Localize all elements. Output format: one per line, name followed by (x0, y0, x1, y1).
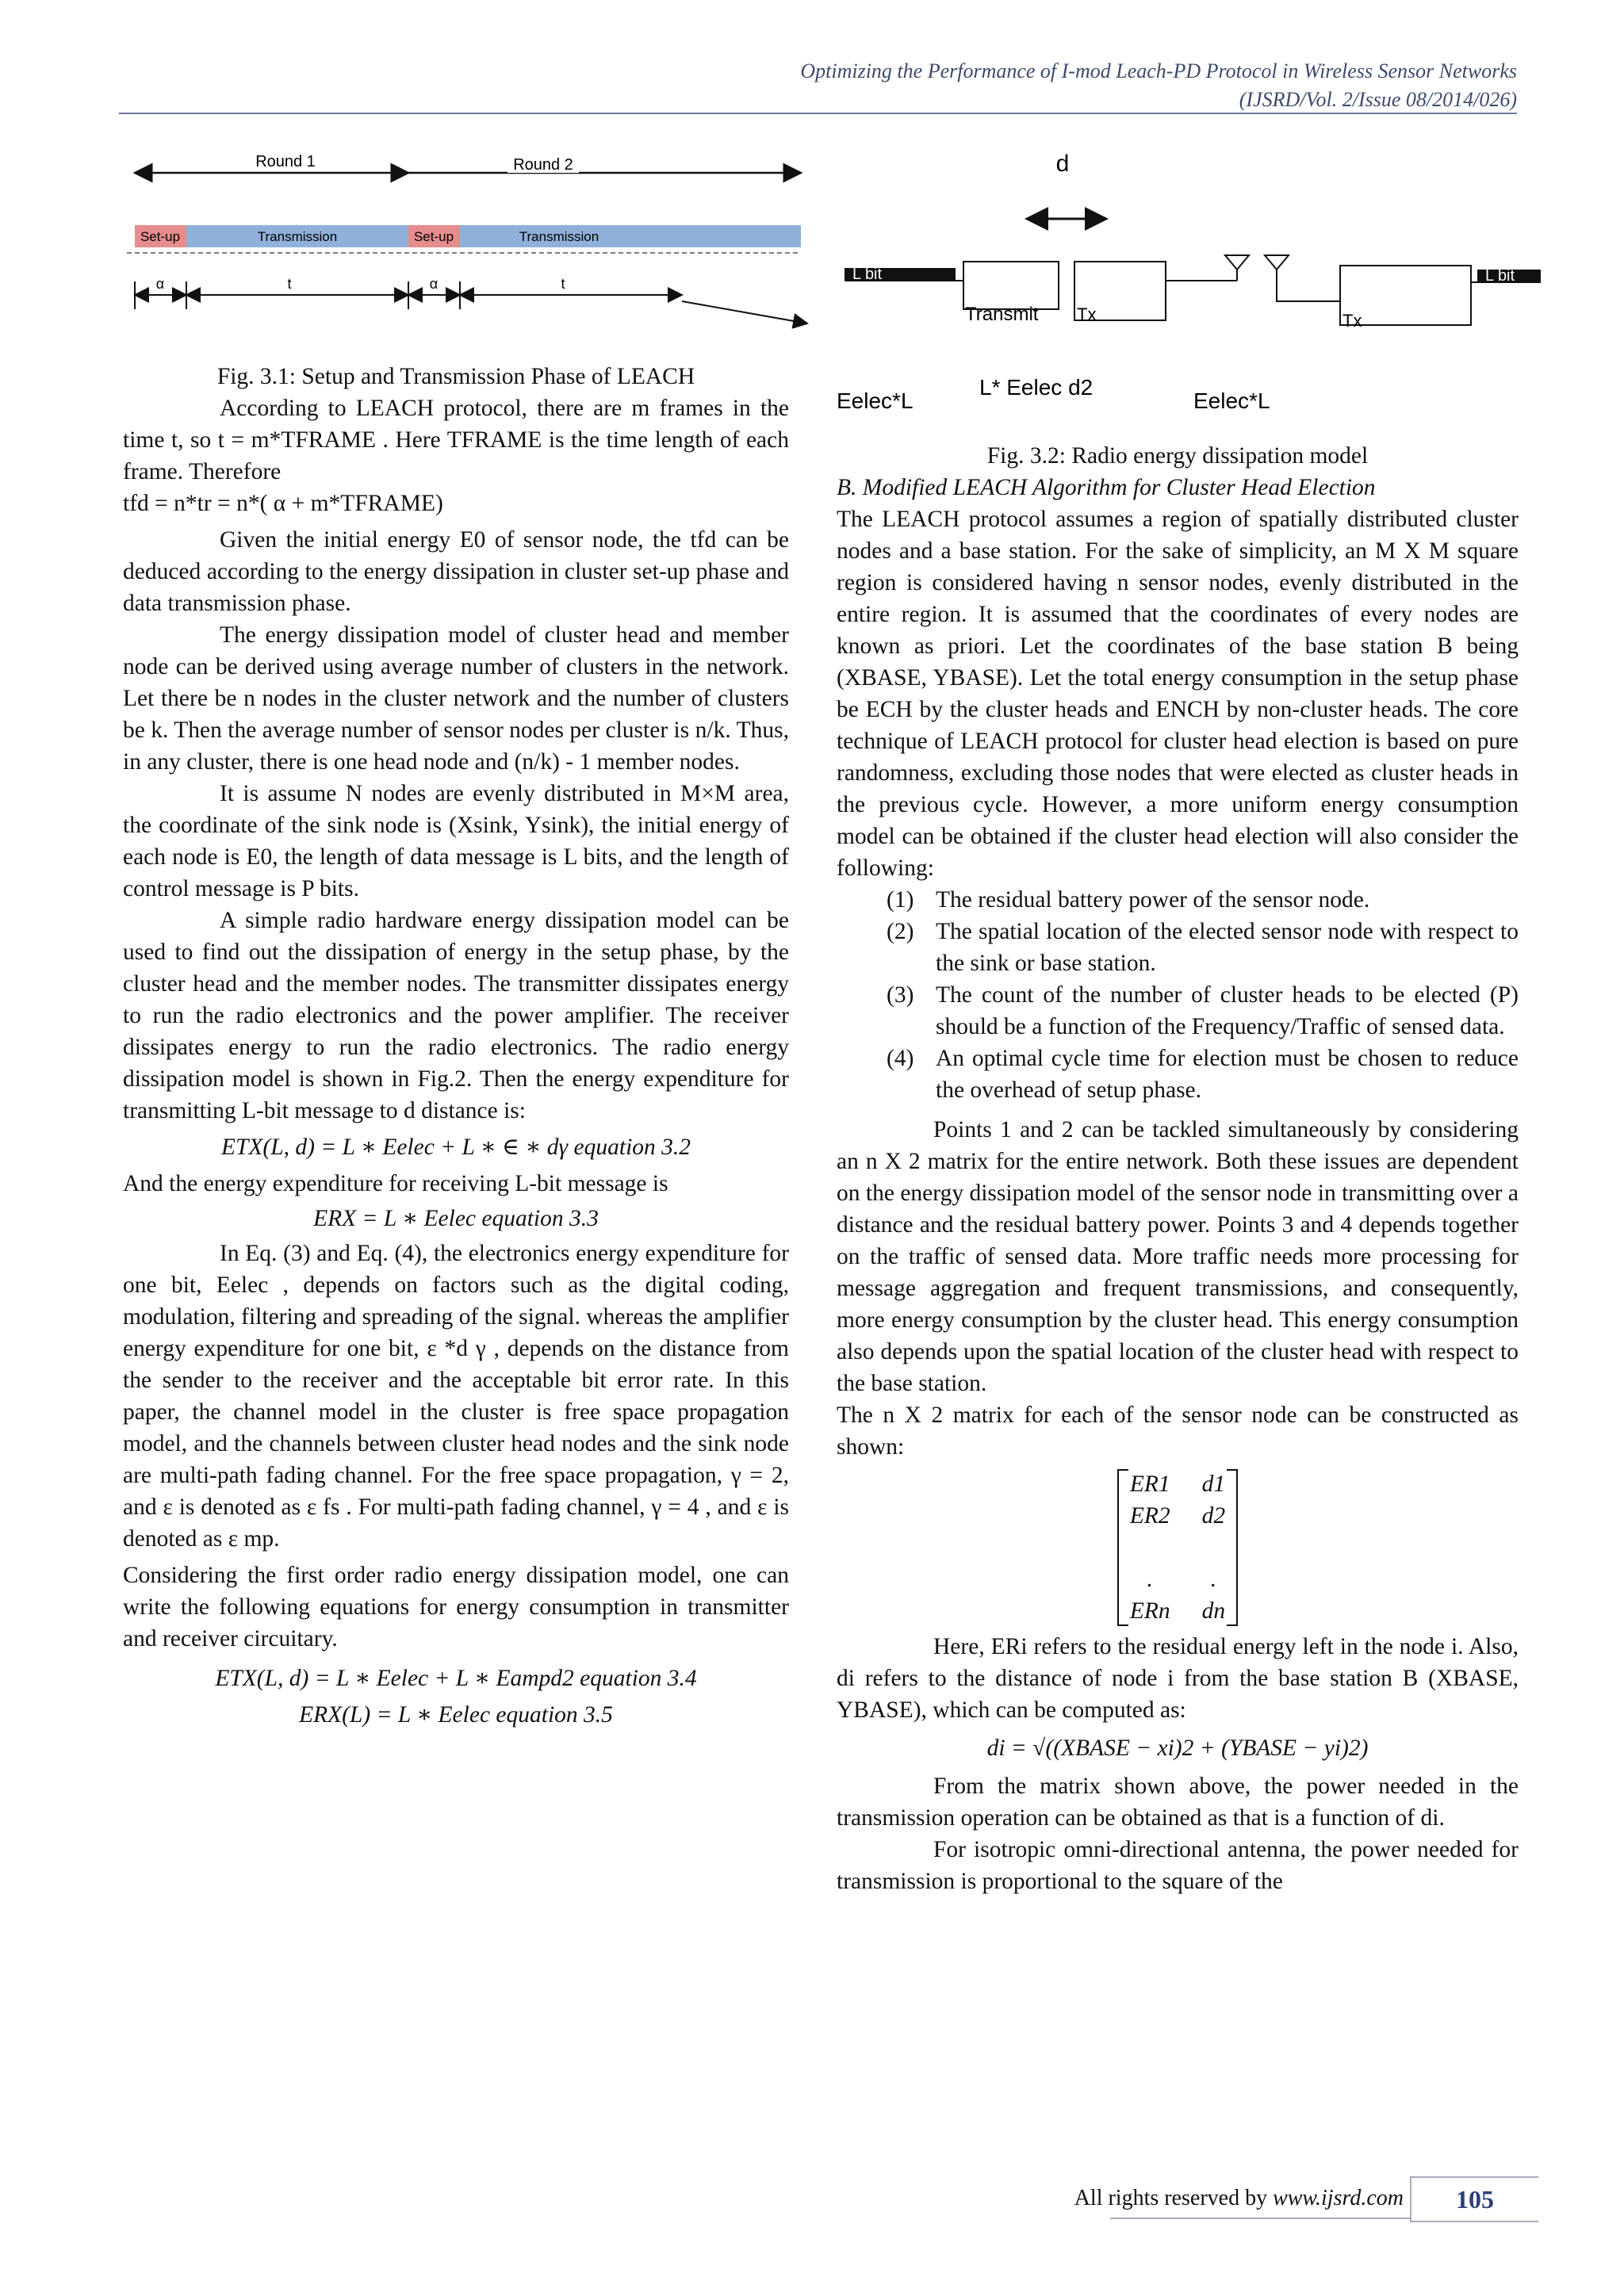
list-item: (2) The spatial location of the elected sensor node with respect to the sink or base station. (887, 919, 1519, 976)
equation-3-2: ETX(L, d) = L ∗ Eelec + L ∗ ∈ ∗ dγ equation 3.2 (220, 1135, 691, 1160)
amp-energy-label: L* Eelec d2 (979, 375, 1094, 400)
equation-distance: di = √((XBASE − xi)2 + (YBASE − yi)2) (986, 1735, 1369, 1761)
setup-label-2: Set-up (413, 229, 454, 244)
round2-label: Round 2 (513, 156, 573, 174)
paragraph: From the matrix shown above, the power needed in the transmission operation can be obtained as that is a function of di. (837, 1774, 1519, 1831)
figure-3-1-caption: Fig. 3.1: Setup and Transmission Phase of LEACH (216, 364, 695, 389)
setup-label-1: Set-up (140, 229, 181, 244)
copyright-notice: All rights reserved by www.ijsrd.com (1074, 2186, 1404, 2210)
paragraph: Points 1 and 2 can be tackled simultaneously by considering an n X 2 matrix for the entire network. Both these issues are dependent on the energy dissipation model of the sensor node in transmitting over a distance and the residual battery power. Points 3 and 4 depends together on the traffic of sensed data. More traffic needs more processing for message aggregation and frequent transmissions, and consequently, more energy consumption by the cluster head. This energy consumption also depends upon the spatial location of the cluster head with respect to the base station. (837, 1117, 1519, 1396)
page-footer (1031, 2176, 1538, 2221)
tx-label: Tx (1077, 304, 1097, 324)
eelec-rx-label: Eelec*L (1193, 388, 1270, 413)
criteria-list (837, 884, 1519, 1106)
page-number: 105 (1410, 2176, 1538, 2222)
paragraph: For isotropic omni-directional antenna, the power needed for transmission is proportional to the square of the (837, 1837, 1519, 1894)
running-header (800, 57, 1517, 114)
transmission-label-2: Transmission (519, 229, 599, 244)
transmit-label: Transmit (965, 304, 1039, 325)
paragraph: In Eq. (3) and Eq. (4), the electronics energy expenditure for one bit, Eelec , depends on factors such as the digital coding, modulation, filtering and spreading of the signal. whereas the amplifier energy expenditure for one bit, ε *d γ , depends on the distance from the sender to the receiver and the acceptable bit error rate. In this paper, the channel model in the cluster is free space propagation model, and the channels between cluster head nodes and the sink node are multi-path fading channel. For the free space propagation, γ = 2, and ε is denoted as ε fs . For multi-path fading channel, γ = 4 , and ε is denoted as ε mp. (123, 1241, 789, 1552)
eelec-tx-label: Eelec*L (837, 388, 914, 413)
paragraph: The LEACH protocol assumes a region of spatially distributed cluster nodes and a base station. For the sake of simplicity, an M X M square region is considered having n sensor nodes, evenly distributed in the entire region. It is assumed that the coordinates of every nodes are known as priori. Let the coordinates of the base station B being (XBASE, YBASE). Let the total energy consumption in the setup phase be ECH by the cluster heads and ENCH by non-cluster heads. The core technique of LEACH protocol for cluster head election is based on pure randomness, excluding those nodes that were elected as cluster heads in the previous cycle. However, a more uniform energy consumption model can be obtained if the cluster head election will also consider the following: (837, 507, 1519, 881)
site-link[interactable]: www.ijsrd.com (1273, 2186, 1404, 2210)
header-rule (119, 113, 1517, 114)
round1-label: Round 1 (255, 153, 316, 170)
paragraph: The energy dissipation model of cluster head and member node can be derived using average number of clusters in the network. Let there be n nodes in the cluster network and the number of clusters be k. Then the average number of sensor nodes per cluster is n/k. Thus, in any cluster, there is one head node and (n/k) - 1 member nodes. (123, 622, 789, 775)
right-column (837, 361, 1519, 1897)
paragraph: Here, ERi refers to the residual energy left in the node i. Also, di refers to the distance of node i from the base station B (XBASE, YBASE), which can be computed as: (837, 1634, 1519, 1723)
alpha-label-1: α (155, 276, 165, 292)
paragraph: According to LEACH protocol, there are m frames in the time t, so t = m*TFRAME . Here TFRAME is the time length of each frame. Therefore (123, 396, 789, 484)
header-title: Optimizing the Performance of I-mod Leach-PD Protocol in Wireless Sensor Networks (800, 59, 1517, 82)
lbit-out-label: L bit (1485, 267, 1515, 285)
transmit-electronics-box (963, 262, 1059, 309)
section-heading: B. Modified LEACH Algorithm for Cluster Head Election (837, 475, 1376, 500)
energy-distance-matrix: ER1 d1 ER2 d2 . . ERn dn (837, 1469, 1519, 1626)
paragraph: Given the initial energy E0 of sensor node, the tfd can be deduced according to the energy dissipation in cluster set-up phase and data transmission phase. (123, 527, 789, 616)
tx-antenna-icon (1225, 255, 1249, 281)
t-label-1: t (287, 276, 292, 292)
equation-3-4: ETX(L, d) = L ∗ Eelec + L ∗ Eampd2 equation 3.4 (215, 1666, 697, 1691)
alpha-label-2: α (429, 276, 439, 292)
paragraph: It is assume N nodes are evenly distributed in M×M area, the coordinate of the sink node is (Xsink, Ysink), the initial energy of each node is E0, the length of data message is L bits, and the length of control message is P bits. (123, 781, 789, 901)
equation-3-3: ERX = L ∗ Eelec equation 3.3 (313, 1206, 599, 1231)
list-item: (1) The residual battery power of the sensor node. (887, 887, 1370, 913)
equation-tfd: tfd = n*tr = n*( α + m*TFRAME) (123, 491, 443, 516)
rx-label: Tx (1342, 311, 1362, 331)
figure-3-2-caption: Fig. 3.2: Radio energy dissipation model (986, 443, 1369, 469)
figure-3-1 (127, 143, 809, 341)
list-item: (4) An optimal cycle time for election must be chosen to reduce the overhead of setup phase. (887, 1046, 1519, 1103)
header-volume: (IJSRD/Vol. 2/Issue 08/2014/026) (1239, 88, 1517, 111)
distance-label: d (1055, 151, 1070, 177)
list-item: (3) The count of the number of cluster heads to be elected (P) should be a function of the Frequency/Traffic of sensed data. (887, 982, 1519, 1039)
rx-antenna-icon (1265, 255, 1340, 301)
equation-3-5: ERX(L) = L ∗ Eelec equation 3.5 (299, 1702, 613, 1728)
footer-rule (1110, 2218, 1411, 2219)
transmission-bar-2 (460, 225, 801, 247)
paragraph: The n X 2 matrix for each of the sensor node can be constructed as shown: (837, 1402, 1519, 1460)
t-label-2: t (561, 276, 565, 292)
paragraph: A simple radio hardware energy dissipation model can be used to find out the dissipation of energy in the setup phase, by the cluster head and the member nodes. The transmitter dissipates energy to run the radio electronics and the power amplifier. The receiver dissipates energy to run the radio electronics. The radio energy dissipation model is shown in Fig.2. Then the energy expenditure for transmitting L-bit message to d distance is: (123, 908, 789, 1123)
lbit-in-label: L bit (852, 266, 883, 283)
paragraph: Considering the first order radio energy dissipation model, one can write the following equations for energy consumption in transmitter and receiver circuitary. (123, 1563, 789, 1651)
paragraph: And the energy expenditure for receiving L-bit message is (123, 1171, 668, 1196)
left-column (123, 361, 789, 1731)
transmission-label-1: Transmission (257, 229, 338, 244)
